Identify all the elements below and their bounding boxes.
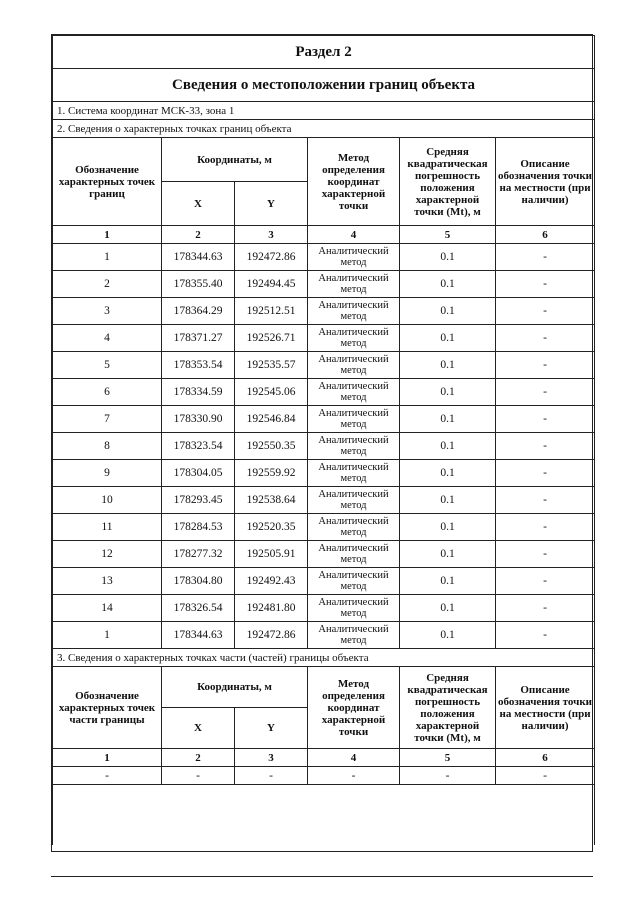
point-number: 3	[53, 298, 162, 325]
method-cell: Аналитический метод	[308, 325, 400, 352]
part-cell: -	[496, 767, 595, 785]
description-cell: -	[496, 568, 595, 595]
method-cell: Аналитический метод	[308, 514, 400, 541]
accuracy-cell: 0.1	[400, 433, 496, 460]
header-x: X	[162, 708, 235, 749]
accuracy-cell: 0.1	[400, 460, 496, 487]
description-cell: -	[496, 271, 595, 298]
column-number: 4	[308, 226, 400, 244]
method-cell: Аналитический метод	[308, 541, 400, 568]
description-cell: -	[496, 460, 595, 487]
table-row	[53, 433, 595, 460]
coord-x: 178371.27	[162, 325, 235, 352]
part-cell: -	[53, 767, 162, 785]
description-cell: -	[496, 406, 595, 433]
method-cell: Аналитический метод	[308, 298, 400, 325]
header-x: X	[162, 182, 235, 226]
document-frame	[51, 34, 593, 852]
column-number: 6	[496, 749, 595, 767]
column-number: 2	[162, 749, 235, 767]
column-number-row	[53, 749, 595, 767]
description-cell: -	[496, 622, 595, 649]
point-number: 14	[53, 595, 162, 622]
method-cell: Аналитический метод	[308, 487, 400, 514]
method-cell: Аналитический метод	[308, 271, 400, 298]
point-number: 11	[53, 514, 162, 541]
method-cell: Аналитический метод	[308, 244, 400, 271]
table-row	[53, 325, 595, 352]
description-cell: -	[496, 325, 595, 352]
header-method: Метод определения координат характерной точки	[308, 667, 400, 749]
coord-y: 192505.91	[235, 541, 308, 568]
description-cell: -	[496, 595, 595, 622]
column-number: 2	[162, 226, 235, 244]
part-cell: -	[162, 767, 235, 785]
empty-area	[53, 785, 595, 846]
coord-y: 192472.86	[235, 244, 308, 271]
accuracy-cell: 0.1	[400, 541, 496, 568]
accuracy-cell: 0.1	[400, 406, 496, 433]
point-number: 7	[53, 406, 162, 433]
header-y: Y	[235, 182, 308, 226]
point-number: 6	[53, 379, 162, 406]
header-coords: Координаты, м	[162, 667, 308, 708]
point-number: 1	[53, 622, 162, 649]
header-description: Описание обозначения точки на местности (при наличии)	[496, 138, 595, 226]
header-designation-part: Обозначение характерных точек части границы	[53, 667, 162, 749]
section-subtitle: Сведения о местоположении границ объекта	[53, 69, 595, 102]
method-cell: Аналитический метод	[308, 460, 400, 487]
coord-x: 178277.32	[162, 541, 235, 568]
coord-system-line: 1. Система координат МСК-33, зона 1	[53, 102, 595, 120]
point-number: 8	[53, 433, 162, 460]
header-description: Описание обозначения точки на местности (при наличии)	[496, 667, 595, 749]
bottom-rule	[51, 876, 593, 877]
coord-y: 192535.57	[235, 352, 308, 379]
method-cell: Аналитический метод	[308, 595, 400, 622]
accuracy-cell: 0.1	[400, 622, 496, 649]
table-row	[53, 298, 595, 325]
method-cell: Аналитический метод	[308, 379, 400, 406]
accuracy-cell: 0.1	[400, 379, 496, 406]
column-number: 3	[235, 226, 308, 244]
boundary-table	[52, 35, 595, 845]
table-row	[53, 514, 595, 541]
accuracy-cell: 0.1	[400, 487, 496, 514]
section-title: Раздел 2	[53, 36, 595, 69]
coord-x: 178323.54	[162, 433, 235, 460]
accuracy-cell: 0.1	[400, 325, 496, 352]
table-row	[53, 622, 595, 649]
header-designation: Обозначение характерных точек границ	[53, 138, 162, 226]
coord-x: 178355.40	[162, 271, 235, 298]
point-number: 1	[53, 244, 162, 271]
part-cell: -	[235, 767, 308, 785]
accuracy-cell: 0.1	[400, 271, 496, 298]
table-row	[53, 406, 595, 433]
table-row	[53, 379, 595, 406]
description-cell: -	[496, 433, 595, 460]
table-row	[53, 767, 595, 785]
accuracy-cell: 0.1	[400, 514, 496, 541]
coord-x: 178364.29	[162, 298, 235, 325]
accuracy-cell: 0.1	[400, 244, 496, 271]
header-y: Y	[235, 708, 308, 749]
table-row	[53, 244, 595, 271]
description-cell: -	[496, 298, 595, 325]
column-number: 3	[235, 749, 308, 767]
column-number-row	[53, 226, 595, 244]
column-number: 6	[496, 226, 595, 244]
header-accuracy: Средняя квадратическая погрешность положения характерной точки (Mt), м	[400, 667, 496, 749]
column-number: 5	[400, 749, 496, 767]
point-number: 9	[53, 460, 162, 487]
coord-x: 178344.63	[162, 244, 235, 271]
coord-x: 178330.90	[162, 406, 235, 433]
method-cell: Аналитический метод	[308, 622, 400, 649]
table-row	[53, 352, 595, 379]
table-row	[53, 595, 595, 622]
coord-y: 192526.71	[235, 325, 308, 352]
coord-x: 178344.63	[162, 622, 235, 649]
accuracy-cell: 0.1	[400, 595, 496, 622]
method-cell: Аналитический метод	[308, 406, 400, 433]
description-cell: -	[496, 514, 595, 541]
coord-y: 192512.51	[235, 298, 308, 325]
description-cell: -	[496, 541, 595, 568]
coord-y: 192550.35	[235, 433, 308, 460]
coord-y: 192481.80	[235, 595, 308, 622]
coord-x: 178353.54	[162, 352, 235, 379]
method-cell: Аналитический метод	[308, 433, 400, 460]
coord-x: 178293.45	[162, 487, 235, 514]
coord-y: 192559.92	[235, 460, 308, 487]
table-row	[53, 460, 595, 487]
coord-y: 192494.45	[235, 271, 308, 298]
method-cell: Аналитический метод	[308, 568, 400, 595]
column-number: 5	[400, 226, 496, 244]
method-cell: Аналитический метод	[308, 352, 400, 379]
part-cell: -	[308, 767, 400, 785]
header-coords: Координаты, м	[162, 138, 308, 182]
table-row	[53, 271, 595, 298]
coord-y: 192546.84	[235, 406, 308, 433]
table-row	[53, 568, 595, 595]
description-cell: -	[496, 352, 595, 379]
part3-heading: 3. Сведения о характерных точках части (частей) границы объекта	[53, 649, 595, 667]
point-number: 2	[53, 271, 162, 298]
point-number: 5	[53, 352, 162, 379]
coord-x: 178334.59	[162, 379, 235, 406]
table-row	[53, 487, 595, 514]
point-number: 4	[53, 325, 162, 352]
coord-x: 178304.05	[162, 460, 235, 487]
point-number: 10	[53, 487, 162, 514]
description-cell: -	[496, 244, 595, 271]
column-number: 4	[308, 749, 400, 767]
header-accuracy: Средняя квадратическая погрешность положения характерной точки (Mt), м	[400, 138, 496, 226]
coord-x: 178304.80	[162, 568, 235, 595]
coord-y: 192492.43	[235, 568, 308, 595]
accuracy-cell: 0.1	[400, 298, 496, 325]
coord-y: 192472.86	[235, 622, 308, 649]
header-method: Метод определения координат характерной точки	[308, 138, 400, 226]
description-cell: -	[496, 379, 595, 406]
coord-x: 178326.54	[162, 595, 235, 622]
accuracy-cell: 0.1	[400, 568, 496, 595]
table-row	[53, 541, 595, 568]
coord-y: 192545.06	[235, 379, 308, 406]
point-number: 12	[53, 541, 162, 568]
accuracy-cell: 0.1	[400, 352, 496, 379]
part2-heading: 2. Сведения о характерных точках границ объекта	[53, 120, 595, 138]
coord-y: 192520.35	[235, 514, 308, 541]
column-number: 1	[53, 226, 162, 244]
description-cell: -	[496, 487, 595, 514]
point-number: 13	[53, 568, 162, 595]
column-number: 1	[53, 749, 162, 767]
coord-y: 192538.64	[235, 487, 308, 514]
part-cell: -	[400, 767, 496, 785]
coord-x: 178284.53	[162, 514, 235, 541]
